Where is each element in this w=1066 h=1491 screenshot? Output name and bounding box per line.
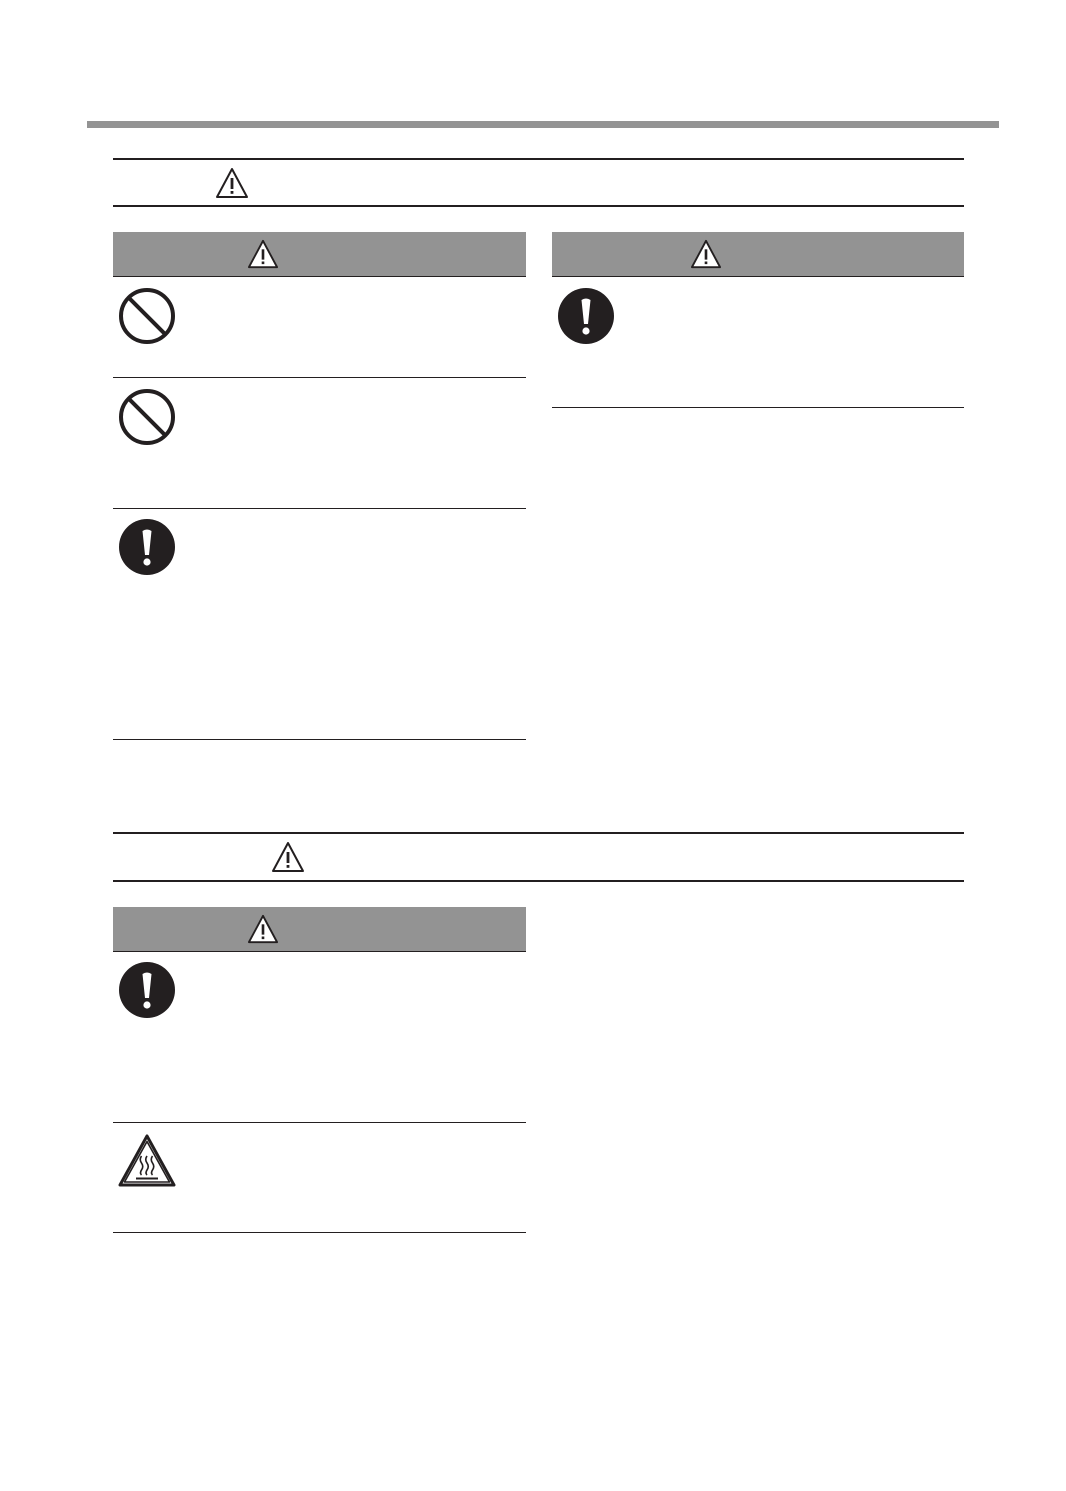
panel-header-right [552, 232, 964, 277]
prohibition-icon [118, 287, 176, 345]
page-top-rule [87, 121, 999, 128]
warning-triangle-icon [247, 239, 279, 269]
item-divider [113, 377, 526, 378]
warning-triangle-icon [271, 841, 305, 873]
mandatory-action-icon [118, 961, 176, 1019]
warning-triangle-icon [215, 167, 249, 199]
section-header-2 [113, 832, 964, 882]
section-header-1 [113, 158, 964, 207]
item-divider [113, 508, 526, 509]
panel-header-left [113, 232, 526, 277]
item-divider [552, 407, 964, 408]
item-divider [113, 1122, 526, 1123]
panel-header-left-2 [113, 907, 526, 952]
mandatory-action-icon [557, 287, 615, 345]
mandatory-action-icon [118, 518, 176, 576]
warning-triangle-icon [690, 239, 722, 269]
item-divider [113, 1232, 526, 1233]
item-divider [113, 739, 526, 740]
prohibition-icon [118, 388, 176, 446]
warning-triangle-icon [247, 914, 279, 944]
hot-surface-icon [118, 1134, 176, 1188]
